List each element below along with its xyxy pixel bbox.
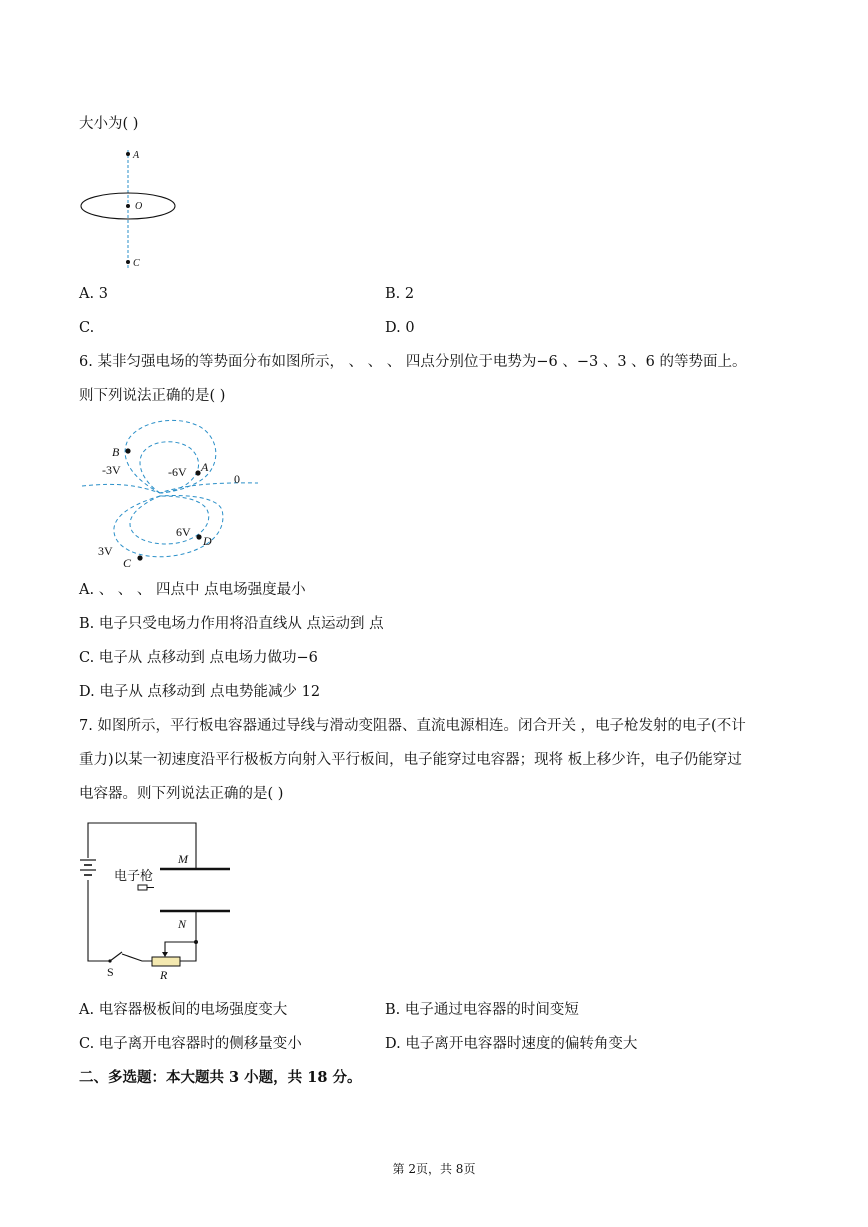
q7-label-m: M [178,852,188,866]
q7-electron-gun [138,885,147,890]
q6-label-c: C [123,556,132,570]
q5-label-a: A [133,150,140,161]
q5-label-o: O [135,201,143,212]
q6-point-c [137,555,142,560]
q5-point-a [126,152,130,156]
q5-label-c: C [133,258,140,269]
q6-point-d [196,534,201,539]
q6-label-d: D [203,534,212,548]
q6-stem-line2: 则下列说法正确的是( ) [79,388,226,404]
q7-circuit-figure [80,818,250,983]
q6-label-p6v: 6V [176,525,191,539]
q7-option-b: B. 电子通过电容器的时间变短 [385,1002,579,1018]
q7-wire-right [180,926,196,961]
q5-figure [75,142,185,272]
q6-option-b: B. 电子只受电场力作用将沿直线从 点运动到 点 [79,616,384,632]
q7-resistor [152,957,180,966]
q6-label-p3v: 3V [98,544,113,558]
q7-label-gun: 电子枪 [114,868,154,883]
q5-option-d: D. 0 [385,320,415,336]
q7-stem-line2: 重力)以某一初速度沿平行极板方向射入平行板间，电子能穿过电容器；现将 板上移少许，电子仍能穿过 [79,752,742,768]
q7-label-s: S [107,965,114,979]
q7-wire-bottom [122,954,152,961]
q6-label-a: A [201,460,209,474]
q6-option-a: A. 、 、 、 四点中 点电场强度最小 [79,582,306,598]
q7-wire-slider [165,942,196,954]
q7-option-d: D. 电子离开电容器时速度的偏转角变大 [385,1036,638,1052]
section-heading-multi-choice: 二、多选题：本大题共 3 小题，共 18 分。 [79,1069,362,1086]
q5-option-c: C. [79,320,95,336]
q7-label-n: N [178,917,187,931]
q7-stem-line3: 电容器。则下列说法正确的是( ) [79,786,284,802]
q5-option-a: A. 3 [79,286,108,302]
q5-point-o [126,204,130,208]
q7-junction-dot [194,940,198,944]
q6-option-c: C. 电子从 点移动到 点电场力做功−6 [79,650,318,666]
q6-point-a [195,470,200,475]
page-footer: 第 2页，共 8页 [392,1162,476,1176]
q6-stem-line1: 6. 某非匀强电场的等势面分布如图所示， 、 、 、 四点分别位于电势为−6 、−3 、3 、6 的等势面上。 [79,354,747,370]
q6-label-zero: 0 [234,472,240,486]
q6-equipotential-figure [80,410,265,570]
q7-slider-arrow [162,952,168,957]
q6-label-m3v: -3V [102,463,121,477]
q7-switch-blade [110,952,122,961]
q7-option-c: C. 电子离开电容器时的侧移量变小 [79,1036,302,1052]
q6-label-m6v: -6V [168,465,187,479]
q6-option-d: D. 电子从 点移动到 点电势能减少 12 [79,684,321,700]
q7-stem-line1: 7. 如图所示，平行板电容器通过导线与滑动变阻器、直流电源相连。闭合开关 ，电子枪发射的电子(不计 [79,718,746,734]
q7-label-r: R [160,968,168,982]
q6-label-b: B [112,445,120,459]
q6-point-b [125,448,130,453]
q7-wire-left [88,880,110,961]
q5-point-c [126,260,130,264]
q5-option-b: B. 2 [385,286,415,302]
q7-option-a: A. 电容器极板间的电场强度变大 [79,1002,288,1018]
q5-stem-tail: 大小为( ) [79,116,139,132]
q6-outer-upper-loop [125,420,216,493]
